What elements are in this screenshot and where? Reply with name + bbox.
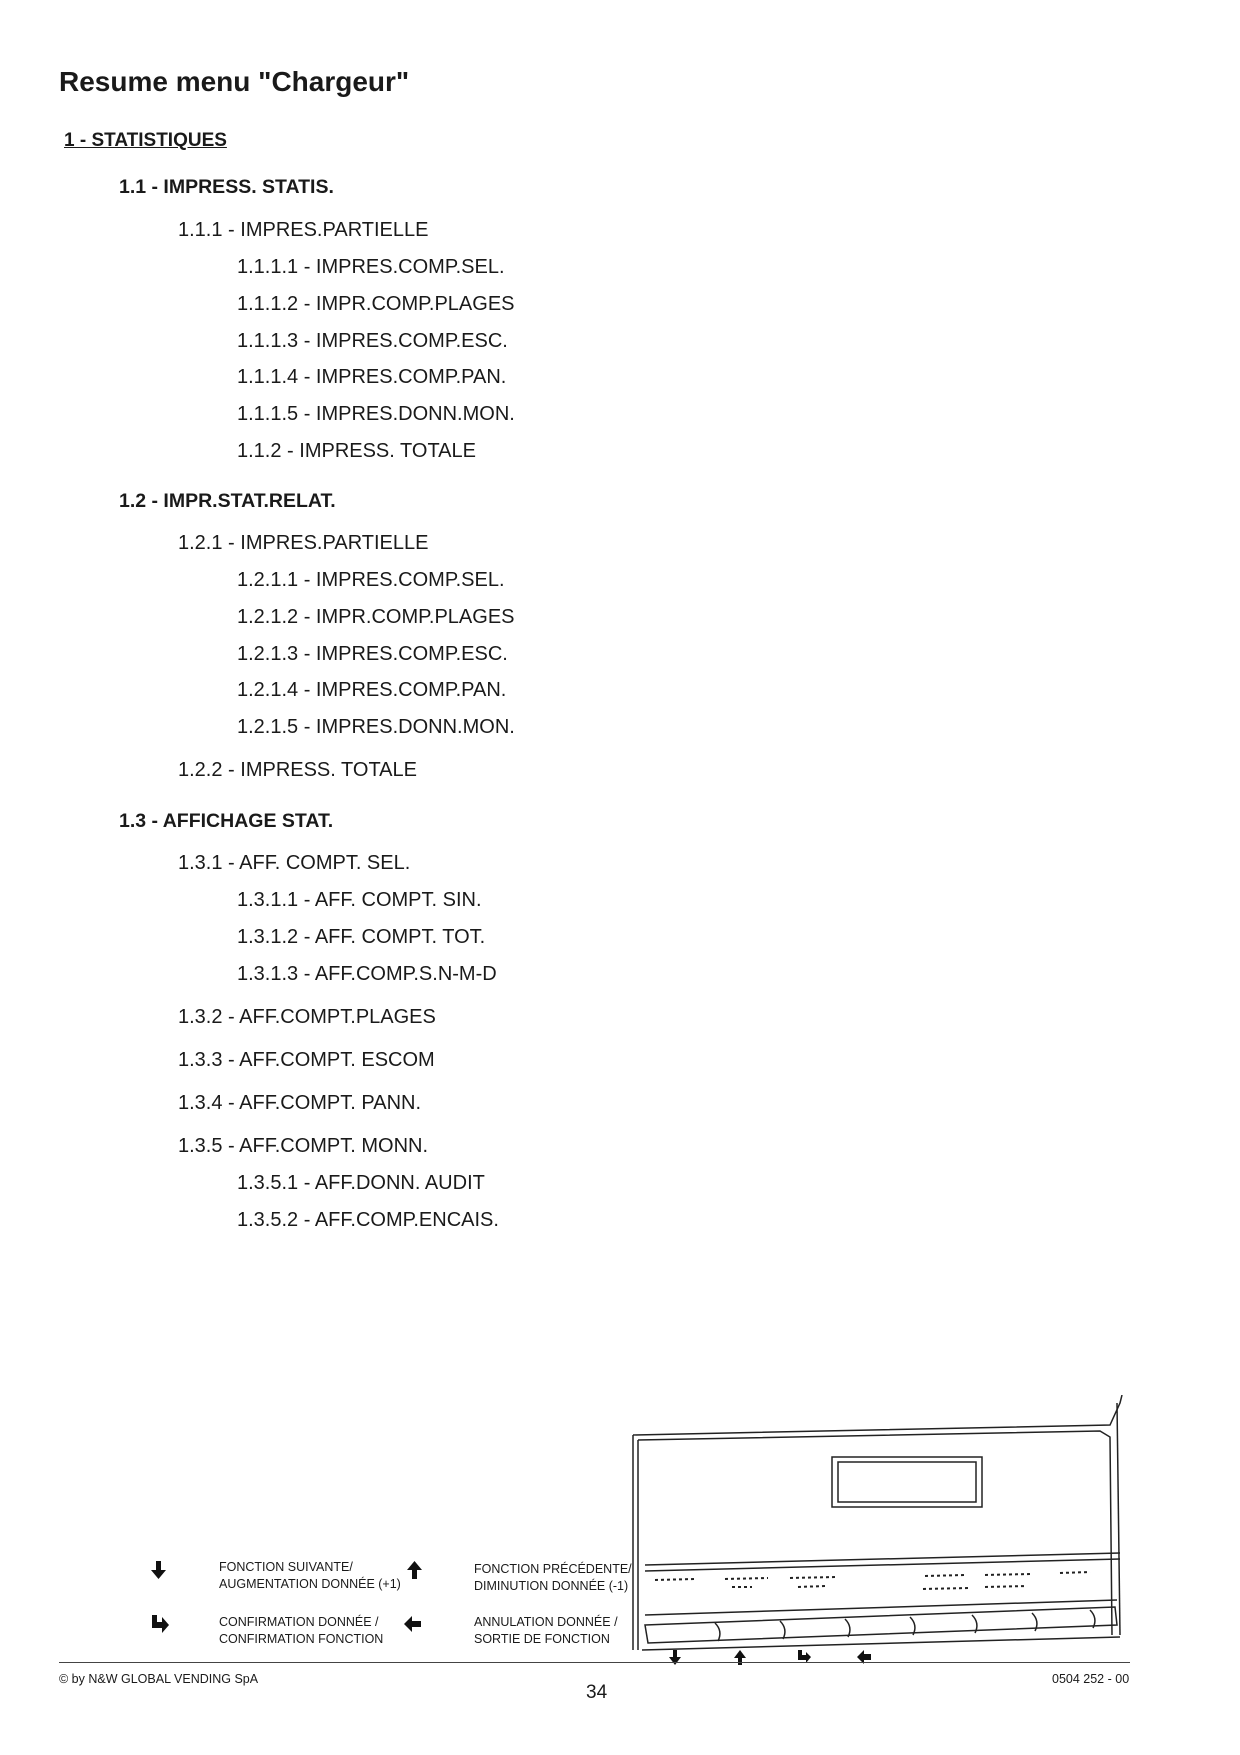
- legend-cancel-line2: SORTIE DE FONCTION: [474, 1632, 610, 1646]
- menu-group-1-1: 1.1 - IMPRESS. STATIS.: [119, 176, 334, 198]
- page-number: 34: [586, 1682, 608, 1703]
- legend-down-line2: AUGMENTATION DONNÉE (+1): [219, 1577, 401, 1591]
- document-reference: 0504 252 - 00: [1052, 1672, 1130, 1686]
- menu-item: 1.2.1.4 - IMPRES.COMP.PAN.: [237, 679, 507, 701]
- arrow-turn-right-icon: [148, 1612, 172, 1636]
- menu-item: 1.2.1.2 - IMPR.COMP.PLAGES: [237, 606, 515, 628]
- menu-item: 1.2.1.5 - IMPRES.DONN.MON.: [237, 716, 515, 738]
- menu-item: 1.3.2 - AFF.COMPT.PLAGES: [178, 1006, 436, 1028]
- legend-confirm-line2: CONFIRMATION FONCTION: [219, 1632, 384, 1646]
- menu-item: 1.3.3 - AFF.COMPT. ESCOM: [178, 1049, 435, 1071]
- footer-divider: [59, 1662, 1130, 1663]
- menu-item: 1.1.1.4 - IMPRES.COMP.PAN.: [237, 366, 507, 388]
- menu-item: 1.3.5.1 - AFF.DONN. AUDIT: [237, 1172, 485, 1194]
- menu-item: 1.1.1.5 - IMPRES.DONN.MON.: [237, 403, 515, 425]
- menu-item: 1.2.2 - IMPRESS. TOTALE: [178, 759, 417, 781]
- page-title: Resume menu "Chargeur": [59, 66, 410, 97]
- menu-item: 1.1.1.3 - IMPRES.COMP.ESC.: [237, 330, 508, 352]
- menu-item: 1.3.1.2 - AFF. COMPT. TOT.: [237, 926, 486, 948]
- legend-cancel-text: [474, 1614, 618, 1648]
- menu-group-1-3: 1.3 - AFFICHAGE STAT.: [119, 810, 334, 832]
- arrow-up-icon: [401, 1558, 425, 1582]
- legend-up-line2: DIMINUTION DONNÉE (-1): [474, 1579, 629, 1593]
- menu-item: 1.3.5.2 - AFF.COMP.ENCAIS.: [237, 1209, 499, 1231]
- menu-item: 1.3.4 - AFF.COMPT. PANN.: [178, 1092, 422, 1114]
- menu-item: 1.2.1.3 - IMPRES.COMP.ESC.: [237, 643, 508, 665]
- menu-item: 1.1.1.2 - IMPR.COMP.PLAGES: [237, 293, 515, 315]
- menu-item: 1.2.1 - IMPRES.PARTIELLE: [178, 532, 429, 554]
- menu-item: 1.3.1.1 - AFF. COMPT. SIN.: [237, 889, 482, 911]
- legend-up-text: [474, 1561, 632, 1595]
- legend-down-text: [219, 1559, 401, 1593]
- menu-item: 1.2.1.1 - IMPRES.COMP.SEL.: [237, 569, 505, 591]
- arrow-down-icon: [148, 1558, 172, 1582]
- legend-confirm-line1: CONFIRMATION DONNÉE /: [219, 1615, 379, 1629]
- legend-confirm-text: [219, 1614, 383, 1648]
- menu-item: 1.1.1.1 - IMPRES.COMP.SEL.: [237, 256, 505, 278]
- arrow-left-icon: [401, 1612, 425, 1636]
- control-panel-illustration: [620, 1395, 1130, 1665]
- legend-cancel-line1: ANNULATION DONNÉE /: [474, 1615, 618, 1629]
- legend-up-line1: FONCTION PRÉCÉDENTE/: [474, 1562, 632, 1576]
- menu-item: 1.1.2 - IMPRESS. TOTALE: [237, 440, 476, 462]
- menu-item: 1.3.1.3 - AFF.COMP.S.N-M-D: [237, 963, 497, 985]
- menu-item: 1.3.1 - AFF. COMPT. SEL.: [178, 852, 411, 874]
- footer-copyright: © by N&W GLOBAL VENDING SpA: [59, 1672, 259, 1686]
- section-title: 1 - STATISTIQUES: [64, 130, 227, 151]
- menu-item: 1.3.5 - AFF.COMPT. MONN.: [178, 1135, 429, 1157]
- legend-down-line1: FONCTION SUIVANTE/: [219, 1560, 353, 1574]
- menu-group-1-2: 1.2 - IMPR.STAT.RELAT.: [119, 490, 336, 512]
- menu-item: 1.1.1 - IMPRES.PARTIELLE: [178, 219, 429, 241]
